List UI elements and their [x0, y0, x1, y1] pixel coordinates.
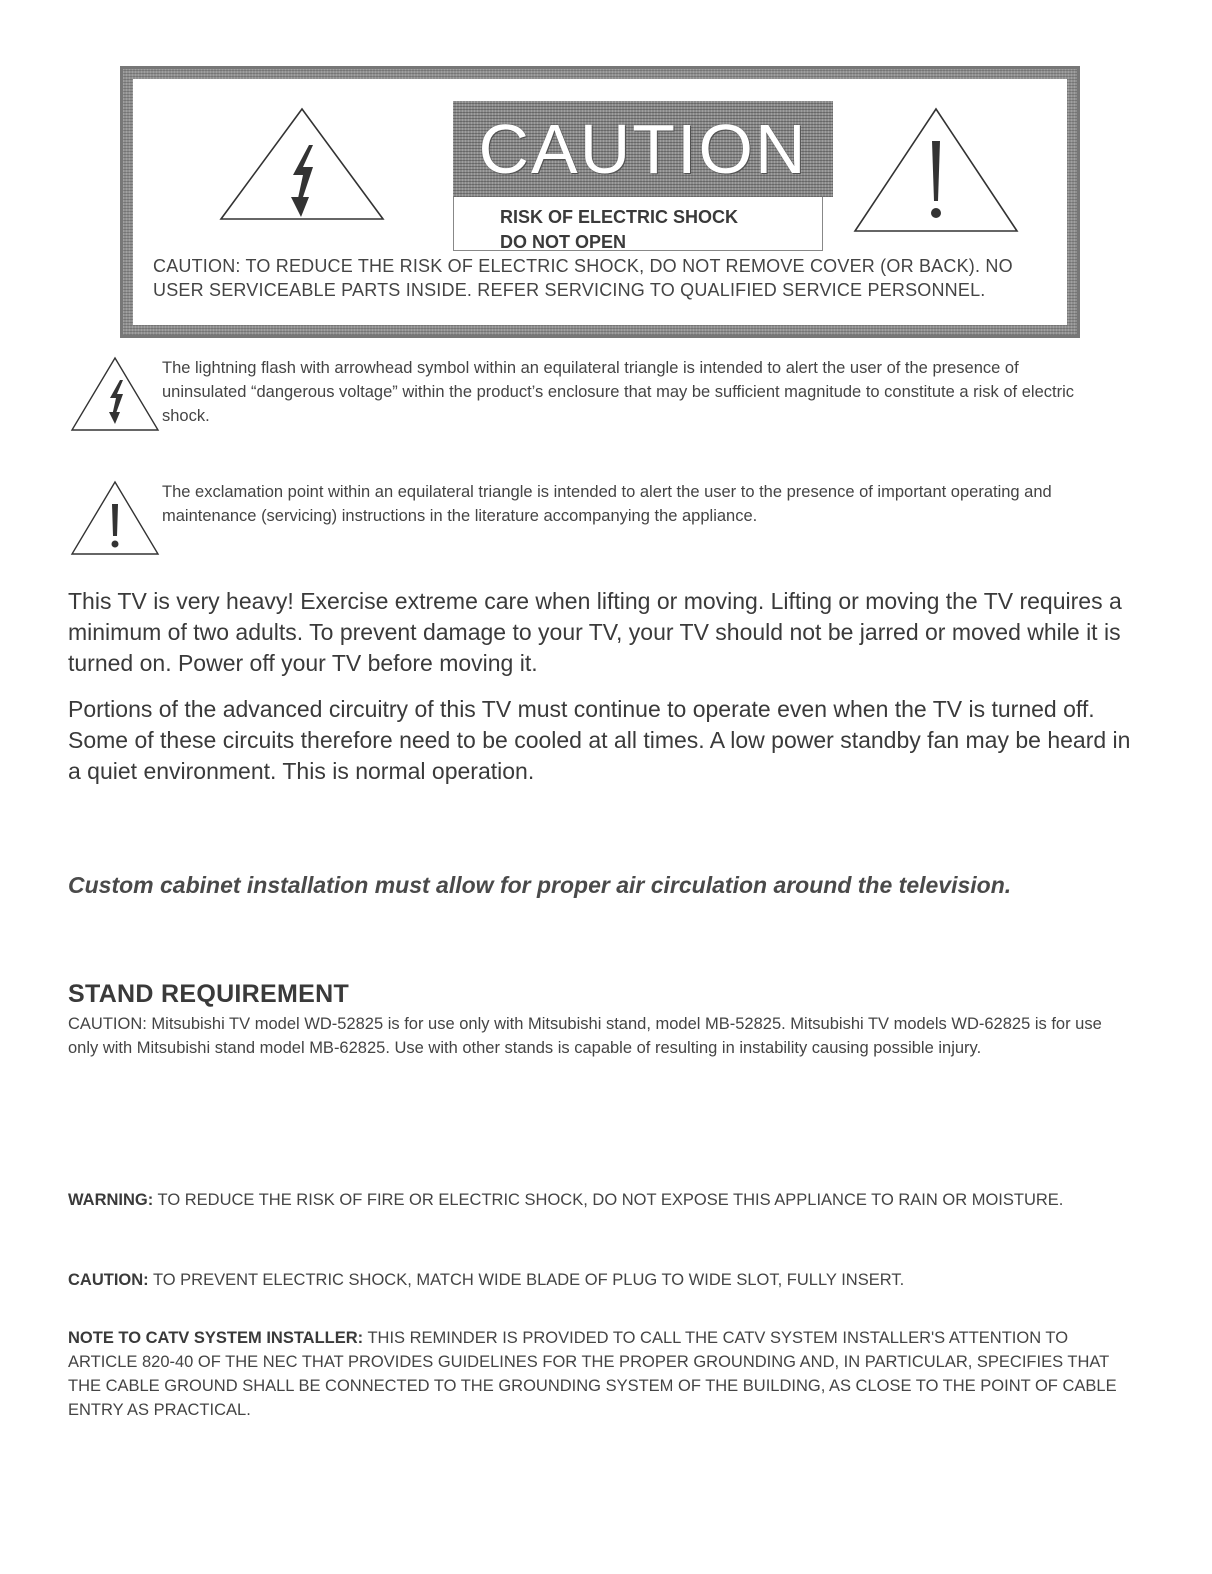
- catv-note-label: NOTE TO CATV SYSTEM INSTALLER:: [68, 1329, 364, 1347]
- warning-label: WARNING:: [68, 1191, 154, 1209]
- stand-requirement-heading: STAND REQUIREMENT: [68, 980, 350, 1008]
- catv-note-text: THIS REMINDER IS PROVIDED TO CALL THE CATV SYSTEM INSTALLER'S ATTENTION TO ARTICLE 820-40 OF THE NEC THAT PROVIDES GUIDELINES FOR THE PROPER GROUNDING AND, IN PARTICULAR, SPECIFIES THAT THE CABLE GROUND SHALL BE CONNECTED TO THE GROUNDING SYSTEM OF THE BUILDING, AS CLOSE TO THE POINT OF CABLE ENTRY AS PRACTICAL.: [68, 1329, 1117, 1419]
- caution-box-text: CAUTION: TO REDUCE THE RISK OF ELECTRIC SHOCK, DO NOT REMOVE COVER (OR BACK). NO USER SERVICEABLE PARTS INSIDE. REFER SERVICING TO QUALIFIED SERVICE PERSONNEL.: [153, 256, 1013, 300]
- caution-subtitle: [453, 197, 823, 251]
- exclamation-triangle-icon: [70, 480, 160, 556]
- lightning-triangle-icon: [70, 356, 160, 432]
- lightning-symbol-text: The lightning flash with arrowhead symbol within an equilateral triangle is intended to alert the user of the presence of uninsulated “dangerous voltage” within the product’s enclosure that may be sufficient magnitude to constitute a risk of electric shock.: [162, 359, 1074, 425]
- exclamation-symbol-note: [70, 480, 1100, 560]
- warning-block: [68, 1188, 1128, 1212]
- caution-subtitle-line2: DO NOT OPEN: [500, 232, 627, 252]
- caution-box: [120, 66, 1080, 338]
- heavy-tv-paragraph: This TV is very heavy! Exercise extreme care when lifting or moving. Lifting or moving the TV requires a minimum of two adults. To prevent damage to your TV, your TV should not be jarred or moved while it is turned on. Power off your TV before moving it.: [68, 588, 1122, 676]
- circuitry-paragraph: Portions of the advanced circuitry of this TV must continue to operate even when the TV is turned off. Some of these circuits therefore need to be cooled at all times. A low power standby fan may be heard in a quiet environment. This is normal operation.: [68, 696, 1131, 784]
- caution-subtitle-line1: RISK OF ELECTRIC SHOCK: [500, 207, 739, 227]
- plug-caution-label: CAUTION:: [68, 1271, 149, 1289]
- caution-box-inner: [133, 79, 1067, 325]
- warning-text: TO REDUCE THE RISK OF FIRE OR ELECTRIC SHOCK, DO NOT EXPOSE THIS APPLIANCE TO RAIN OR MOISTURE.: [153, 1191, 1064, 1209]
- lightning-symbol-note: [70, 356, 1100, 436]
- catv-note-block: [68, 1326, 1128, 1422]
- stand-requirement-text: CAUTION: Mitsubishi TV model WD-52825 is for use only with Mitsubishi stand, model MB-52825. Mitsubishi TV models WD-62825 is for use only with Mitsubishi stand model MB-62825. Use with other stands is capable of resulting in instability causing possible injury.: [68, 1015, 1102, 1057]
- plug-caution-block: [68, 1268, 1128, 1292]
- lightning-triangle-icon: [217, 105, 387, 223]
- exclamation-symbol-text: The exclamation point within an equilateral triangle is intended to alert the user to the presence of important operating and maintenance (servicing) instructions in the literature accompanying the appliance.: [162, 483, 1052, 525]
- exclamation-triangle-icon: [851, 105, 1021, 235]
- custom-cabinet-note: Custom cabinet installation must allow for proper air circulation around the television.: [68, 872, 1012, 898]
- plug-caution-text: TO PREVENT ELECTRIC SHOCK, MATCH WIDE BLADE OF PLUG TO WIDE SLOT, FULLY INSERT.: [148, 1271, 905, 1289]
- caution-title: CAUTION: [453, 101, 833, 197]
